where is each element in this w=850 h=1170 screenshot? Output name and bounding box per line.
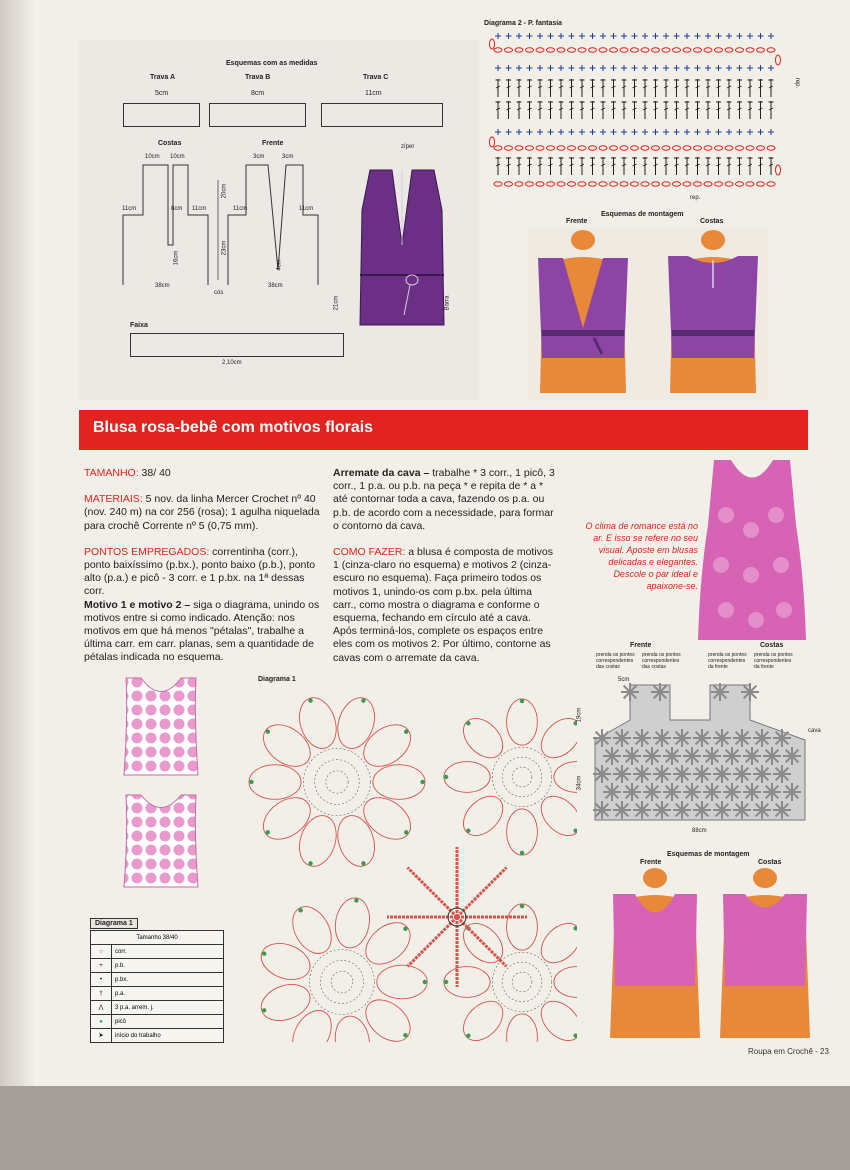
- bottom-38a: 38cm: [155, 283, 170, 289]
- note-left-b: prenda os pontos correspondentes das costas: [642, 652, 681, 670]
- side-11d: 11cm: [299, 206, 314, 212]
- frente-top-b: 3cm: [282, 154, 294, 160]
- photo-caption: O clima de romance está no ar. E isso se refere no seu visual. Aposte em blusas delicadas e elegantes. Descole o par ideal e apaixone-se.: [585, 521, 698, 591]
- legend-row-label: p.bx.: [112, 973, 224, 987]
- costas-top-a: 10cm: [145, 154, 160, 160]
- trava-a-measure: 5cm: [155, 90, 169, 97]
- pink-dotted-tops: [116, 675, 206, 890]
- frente-top-a: 3cm: [253, 154, 265, 160]
- como-label: COMO FAZER:: [333, 546, 406, 559]
- tamanho-paragraph: [84, 467, 320, 480]
- como-paragraph: [333, 546, 555, 665]
- montagem-top-costas: Costas: [700, 218, 724, 225]
- legend-table: [90, 930, 224, 1043]
- page-spine: [0, 0, 38, 1086]
- legend-box: [90, 912, 224, 1043]
- trava-c-rect: [321, 103, 443, 127]
- montagem-top-mannequins: [528, 228, 768, 400]
- note-right-b: prenda os pontos correspondentes da frente: [754, 652, 793, 670]
- text-column-2: [333, 467, 555, 665]
- montagem-top-frente: Frente: [566, 218, 588, 225]
- side-11a: 11cm: [122, 206, 137, 212]
- montagem-bottom-frente: Frente: [640, 859, 662, 866]
- v-4: 4cm: [276, 259, 283, 271]
- page-footer: Roupa em Crochê - 23: [748, 1047, 829, 1056]
- trava-a-label: Trava A: [150, 74, 176, 81]
- note-left-a: prenda os pontos correspondentes das costas: [596, 652, 635, 670]
- legend-row: [91, 973, 224, 987]
- dim-34: 34cm: [576, 775, 583, 791]
- diagram1-motifs: [232, 682, 577, 1042]
- legend-row-label: início do trabalho: [112, 1029, 224, 1043]
- dim-19: 19cm: [576, 707, 583, 723]
- scan-shadow: [0, 1086, 850, 1170]
- diagram1-title: Diagrama 1: [258, 676, 296, 683]
- montagem-bottom-costas: Costas: [758, 859, 782, 866]
- ziper-label: zíper: [401, 144, 415, 150]
- faixa-measure: 2,10cm: [222, 360, 242, 366]
- trava-b-rect: [209, 103, 306, 127]
- costas-label: Costas: [158, 140, 182, 147]
- schema-frente-label: Frente: [630, 642, 652, 649]
- side-11b: 11cm: [192, 206, 207, 212]
- cava-b: cava: [808, 728, 821, 734]
- arremate-paragraph: [333, 467, 555, 533]
- mid-8: 8cm: [171, 206, 183, 212]
- legend-row: [91, 959, 224, 973]
- trava-b-label: Trava B: [245, 74, 271, 81]
- materiais-label: MATERIAIS:: [84, 493, 143, 506]
- dim-barra: Barra: [444, 295, 451, 311]
- motivo-value: siga o diagrama, unindo os motivos entre si como indicado. Atenção: nos motivos em que há menos "pétalas", trabalhe a última carr. em carr. planas, sem a quantidade de pétalas indicada no esquema.: [84, 598, 320, 664]
- como-value: a blusa é composta de motivos 1 (cinza-claro no esquema) e motivos 2 (cinza-escuro no esquema). Faça primeiro todos os motivos 1, unindo-os com p.bx. pela última carr., como mostra o diagrama e conforme o esquema, fechando em círculo até a cava. Após terminá-los, complete os espaços entre eles com os motivos 2. Por último, contorne as cavas com o arremate da cava.: [333, 546, 554, 664]
- trava-a-rect: [123, 103, 200, 127]
- dot-symbol-icon: •: [91, 973, 112, 987]
- dim-88: 88cm: [692, 828, 707, 834]
- v-16: 16cm: [173, 250, 180, 266]
- pontos-label: PONTOS EMPREGADOS:: [84, 545, 210, 558]
- materiais-value: 5 nov. da linha Mercer Crochet nº 40 (nov. 240 m) na cor 256 (rosa); 1 agulha niquelada para crochê Corrente nº 5 (0,75 mm).: [84, 493, 320, 532]
- legend-row: [91, 987, 224, 1001]
- legend-row-label: p.b.: [112, 959, 224, 973]
- trava-c-measure: 11cm: [365, 90, 382, 97]
- costas-frente-pattern: [118, 160, 328, 295]
- cos-label: cós: [214, 290, 224, 296]
- tamanho-value: 38/ 40: [138, 467, 171, 479]
- arremate-value: trabalhe * 3 corr., 1 picô, 3 corr., 1 p.a. ou p.b. na peça * e repita de * a * até contornar toda a cava, fazendo os p.a. ou p.b. de acordo com a necessidade, para formar o contorno da cava.: [333, 467, 555, 532]
- diagram2-rep-right: rep.: [794, 77, 801, 89]
- montagem-bottom-title: Esquemas de montagem: [667, 851, 750, 858]
- diagram2-chart: [488, 30, 788, 190]
- chain-symbol-icon: ○: [91, 945, 112, 959]
- faixa-label: Faixa: [130, 322, 148, 329]
- frente-label: Frente: [262, 140, 284, 147]
- legend-row-label: picô: [112, 1015, 224, 1029]
- motif-layout-chart: [590, 680, 810, 825]
- costas-top-b: 10cm: [170, 154, 185, 160]
- legend-row: [91, 1029, 224, 1043]
- montagem-bottom-mannequins: [605, 866, 815, 1042]
- legend-row-label: 3 p.a. arrem. j.: [112, 1001, 224, 1015]
- pink-top-photo: [696, 455, 808, 643]
- note-right-a: prenda os pontos correspondentes da frente: [708, 652, 747, 670]
- motivo-label: Motivo 1 e motivo 2 –: [84, 598, 191, 611]
- section-banner: [79, 410, 808, 450]
- legend-row-label: p.a.: [112, 987, 224, 1001]
- faixa-rect: [130, 333, 344, 357]
- legend-row: [91, 1001, 224, 1015]
- montagem-top-title: Esquemas de montagem: [601, 211, 684, 218]
- pontos-paragraph: [84, 546, 320, 599]
- start-arrow-icon: ➤: [91, 1029, 112, 1043]
- diagram2-rep-bottom: rep.: [690, 195, 701, 201]
- v-23: 23cm: [221, 240, 228, 256]
- section-title: Blusa rosa-bebê com motivos florais: [93, 419, 374, 436]
- schema-title: Esquemas com as medidas: [226, 60, 318, 67]
- stitch-symbol-icon: †: [91, 987, 112, 1001]
- trava-b-measure: 8cm: [251, 90, 265, 97]
- bottom-38b: 38cm: [268, 283, 283, 289]
- legend-row: [91, 945, 224, 959]
- v-20: 20cm: [221, 183, 228, 199]
- text-column-1: [84, 467, 320, 665]
- legend-row: [91, 1015, 224, 1029]
- side-11c: 11cm: [233, 206, 248, 212]
- dim-5: 5cm: [618, 677, 630, 683]
- legend-size: Tamanho 38/40: [91, 931, 224, 945]
- plus-symbol-icon: +: [91, 959, 112, 973]
- motivo-paragraph: [84, 599, 320, 665]
- tamanho-label: TAMANHO:: [84, 467, 139, 479]
- cluster-symbol-icon: ⋀: [91, 1001, 112, 1015]
- dim-21: 21cm: [333, 295, 340, 311]
- purple-vest-sketch: [352, 150, 462, 340]
- materiais-paragraph: [84, 493, 320, 533]
- schema-costas-label: Costas: [760, 642, 784, 649]
- trava-c-label: Trava C: [363, 74, 389, 81]
- arremate-label: Arremate da cava –: [333, 467, 430, 479]
- legend-row-label: corr.: [112, 945, 224, 959]
- pontos-value: correntinha (corr.), ponto baixíssimo (p.bx.), ponto baixo (p.b.), ponto alto (p.a.) e picô - 3 corr. e 1 p.bx. na 1ª dessas corr.: [84, 545, 316, 598]
- legend-title: Diagrama 1: [90, 918, 138, 929]
- diagram2-title: Diagrama 2 - P. fantasia: [484, 20, 563, 27]
- picot-symbol-icon: ●: [91, 1015, 112, 1029]
